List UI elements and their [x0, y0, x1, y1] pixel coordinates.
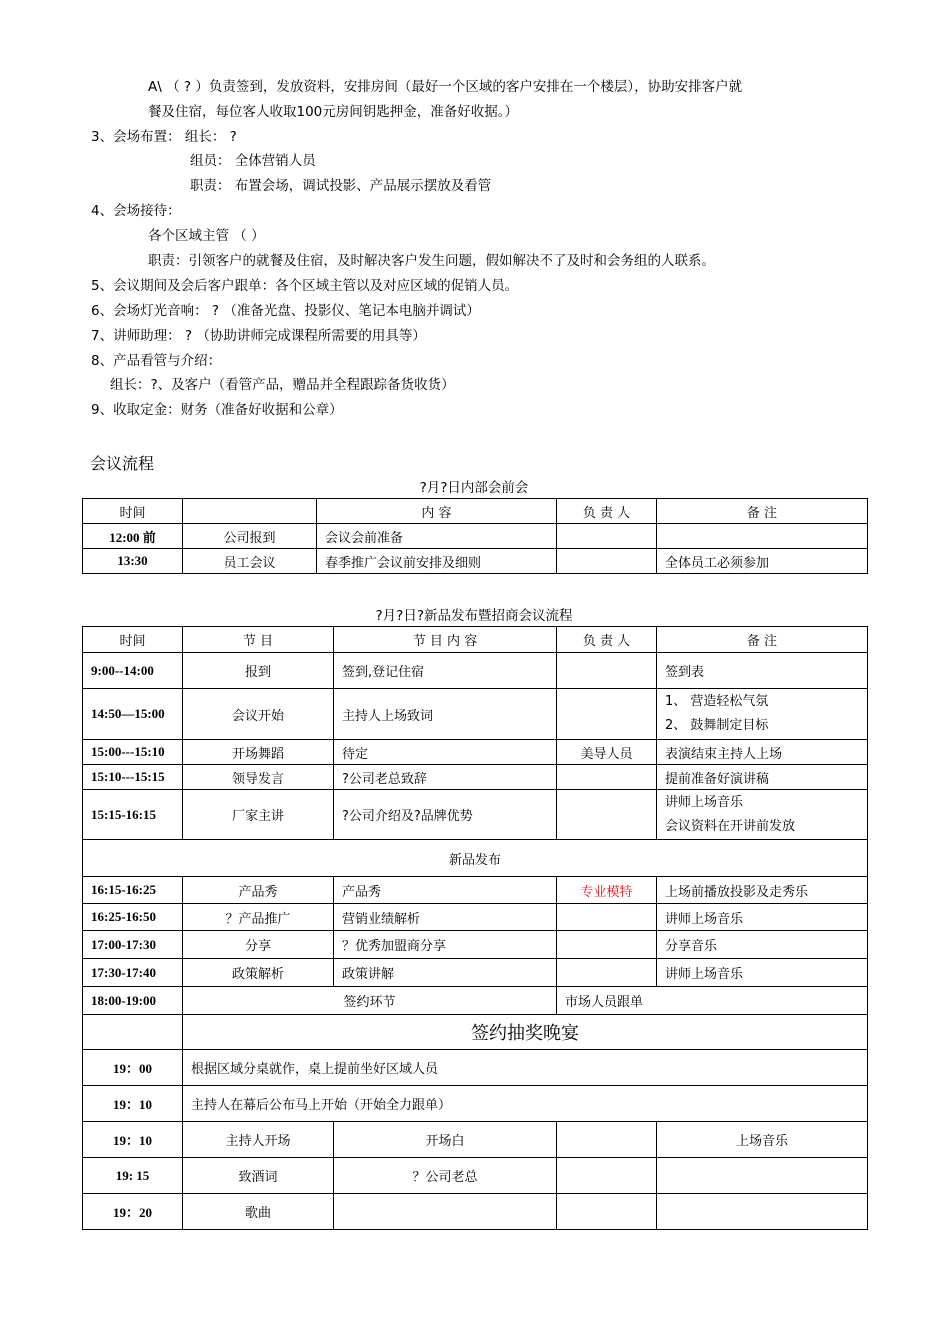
cell-owner: [557, 653, 657, 689]
cell-content: 春季推广会议前安排及细则: [317, 549, 557, 574]
table-row: [83, 1086, 868, 1122]
cell-program: 产品秀: [183, 877, 334, 904]
cell-owner: [557, 689, 657, 740]
cell-program: 员工会议: [183, 549, 317, 574]
cell-time: 12:00 前: [83, 524, 183, 549]
cell-content: 会议会前准备: [317, 524, 557, 549]
intro-line-6: 6、会场灯光音响： ? （准备光盘、投影仪、笔记本电脑并调试）: [91, 303, 480, 319]
cell-notes: [657, 1194, 868, 1230]
note-line: 讲师上场音乐: [665, 794, 744, 810]
cell-notes: 全体员工必须参加: [657, 549, 868, 574]
cell-notes: 讲师上场音乐: [657, 959, 868, 987]
cell-owner: [557, 904, 657, 931]
cell-notes: [657, 790, 868, 840]
header-time: 时间: [83, 627, 183, 653]
cell-program: 政策解析: [183, 959, 334, 987]
table-row: [83, 549, 868, 574]
table-row: [83, 765, 868, 790]
cell-time: 18:00-19:00: [83, 987, 183, 1015]
cell-notes: 上场音乐: [657, 1122, 868, 1158]
cell-notes: [657, 1158, 868, 1194]
cell-time: 19：10: [83, 1086, 183, 1122]
cell-content: 开场白: [334, 1122, 557, 1158]
cell-owner: [557, 1194, 657, 1230]
table-row: [83, 524, 868, 549]
cell-content: [334, 1194, 557, 1230]
cell-program: 开场舞蹈: [183, 740, 334, 765]
banner-row: [83, 1015, 868, 1050]
table-row: [83, 1122, 868, 1158]
intro-line-4-duty: 职责：引领客户的就餐及住宿，及时解决客户发生问题，假如解决不了及时和会务组的人联系。: [148, 253, 715, 269]
cell-program: 会议开始: [183, 689, 334, 740]
section-title: 会议流程: [90, 454, 155, 473]
cell-content: 政策讲解: [334, 959, 557, 987]
header-content: 内 容: [317, 499, 557, 524]
cell-owner-highlight: 专业模特: [557, 877, 657, 904]
cell-owner: [557, 765, 657, 790]
table-row: [83, 931, 868, 959]
table-row: [83, 689, 868, 740]
cell-time: 19: 15: [83, 1158, 183, 1194]
cell-time: 15:00---15:10: [83, 740, 183, 765]
header-owner: 负 责 人: [557, 627, 657, 653]
table-row: [83, 904, 868, 931]
cell-program: ？产品推广: [183, 904, 334, 931]
cell-program: 分享: [183, 931, 334, 959]
table-row: [83, 1194, 868, 1230]
new-product-banner: 新品发布: [83, 840, 868, 877]
intro-line-9: 9、收取定金：财务（准备好收据和公章）: [91, 402, 343, 418]
cell-time: 14:50—15:00: [83, 689, 183, 740]
header-owner: 负 责 人: [557, 499, 657, 524]
header-content: 节 目 内 容: [334, 627, 557, 653]
cell-content: ?公司老总致辞: [334, 765, 557, 790]
note-line: 会议资料在开讲前发放: [665, 818, 796, 834]
cell-content: 产品秀: [334, 877, 557, 904]
note-line: 2、 鼓舞制定目标: [665, 718, 769, 733]
intro-line-3-duty: 职责： 布置会场，调试投影、产品展示摆放及看管: [190, 178, 492, 194]
note-line: 1、 营造轻松气氛: [665, 694, 769, 709]
cell-program: 公司报到: [183, 524, 317, 549]
table-row: [83, 1050, 868, 1086]
cell-content: ？优秀加盟商分享: [334, 931, 557, 959]
intro-line-4: 4、会场接待：: [91, 203, 181, 219]
cell-owner: [557, 524, 657, 549]
cell-time: 15:10---15:15: [83, 765, 183, 790]
cell-owner: [557, 1158, 657, 1194]
cell-owner: 美导人员: [557, 740, 657, 765]
cell-notes: 讲师上场音乐: [657, 904, 868, 931]
header-notes: 备 注: [657, 627, 868, 653]
cell-time: [83, 1015, 183, 1050]
header-blank: [183, 499, 317, 524]
cell-owner: [557, 549, 657, 574]
cell-notes: [657, 524, 868, 549]
table-row: [83, 790, 868, 840]
cell-program: 主持人开场: [183, 1122, 334, 1158]
cell-content: 待定: [334, 740, 557, 765]
cell-time: 13:30: [83, 549, 183, 574]
cell-program: 歌曲: [183, 1194, 334, 1230]
table2-caption: ?月?日?新品发布暨招商会议流程: [375, 608, 573, 624]
cell-notes: 上场前播放投影及走秀乐: [657, 877, 868, 904]
header-time: 时间: [83, 499, 183, 524]
table-row: [83, 877, 868, 904]
intro-line-3-members: 组员： 全体营销人员: [190, 153, 316, 169]
launch-meeting-table: [82, 626, 868, 1230]
cell-content: 主持人上场致词: [334, 689, 557, 740]
cell-program: 签约环节: [183, 987, 557, 1015]
cell-content: 营销业绩解析: [334, 904, 557, 931]
table-row: [83, 959, 868, 987]
banquet-banner: 签约抽奖晚宴: [183, 1015, 868, 1050]
cell-time: 9:00--14:00: [83, 653, 183, 689]
cell-content: 根据区域分桌就作，桌上提前坐好区域人员: [183, 1050, 868, 1086]
intro-line-4-managers: 各个区域主管 （ ）: [148, 228, 265, 244]
cell-owner: [557, 931, 657, 959]
cell-notes: 签到表: [657, 653, 868, 689]
intro-line-8-leader: 组长：?、及客户（看管产品，赠品并全程跟踪备货收货）: [110, 377, 455, 393]
cell-notes: [657, 689, 868, 740]
cell-notes: 表演结束主持人上场: [657, 740, 868, 765]
header-notes: 备 注: [657, 499, 868, 524]
table-header-row: [83, 627, 868, 653]
cell-content: ？公司老总: [334, 1158, 557, 1194]
table-row: [83, 740, 868, 765]
cell-program: 厂家主讲: [183, 790, 334, 840]
intro-line-8: 8、产品看管与介绍：: [91, 353, 222, 369]
cell-time: 15:15-16:15: [83, 790, 183, 840]
cell-owner: [557, 790, 657, 840]
cell-program: 领导发言: [183, 765, 334, 790]
header-program: 节 目: [183, 627, 334, 653]
cell-notes: 市场人员跟单: [557, 987, 868, 1015]
cell-content: ?公司介绍及?品牌优势: [334, 790, 557, 840]
table-row: [83, 987, 868, 1015]
table-header-row: [83, 499, 868, 524]
cell-time: 19：00: [83, 1050, 183, 1086]
intro-line-a-cont: 餐及住宿，每位客人收取100元房间钥匙押金，准备好收据。）: [148, 104, 519, 120]
cell-time: 19：10: [83, 1122, 183, 1158]
cell-time: 17:30-17:40: [83, 959, 183, 987]
cell-content: 主持人在幕后公布马上开始（开始全力跟单）: [183, 1086, 868, 1122]
intro-line-5: 5、会议期间及会后客户跟单：各个区域主管以及对应区域的促销人员。: [91, 278, 519, 294]
cell-notes: 分享音乐: [657, 931, 868, 959]
cell-program: 报到: [183, 653, 334, 689]
cell-owner: [557, 1122, 657, 1158]
table1-caption: ?月?日内部会前会: [419, 480, 529, 496]
table-row: [83, 1158, 868, 1194]
cell-program: 致酒词: [183, 1158, 334, 1194]
intro-line-a: A\ （ ? ）负责签到，发放资料，安排房间（最好一个区域的客户安排在一个楼层），协助安排客户就: [148, 79, 743, 95]
intro-line-7: 7、讲师助理： ? （协助讲师完成课程所需要的用具等）: [91, 328, 426, 344]
cell-time: 17:00-17:30: [83, 931, 183, 959]
cell-notes: 提前准备好演讲稿: [657, 765, 868, 790]
cell-owner: [557, 959, 657, 987]
cell-content: 签到,登记住宿: [334, 653, 557, 689]
intro-line-3: 3、会场布置： 组长： ?: [91, 129, 237, 145]
banner-row: [83, 840, 868, 877]
pre-meeting-table: [82, 498, 868, 574]
cell-time: 16:15-16:25: [83, 877, 183, 904]
cell-time: 16:25-16:50: [83, 904, 183, 931]
cell-time: 19：20: [83, 1194, 183, 1230]
table-row: [83, 653, 868, 689]
